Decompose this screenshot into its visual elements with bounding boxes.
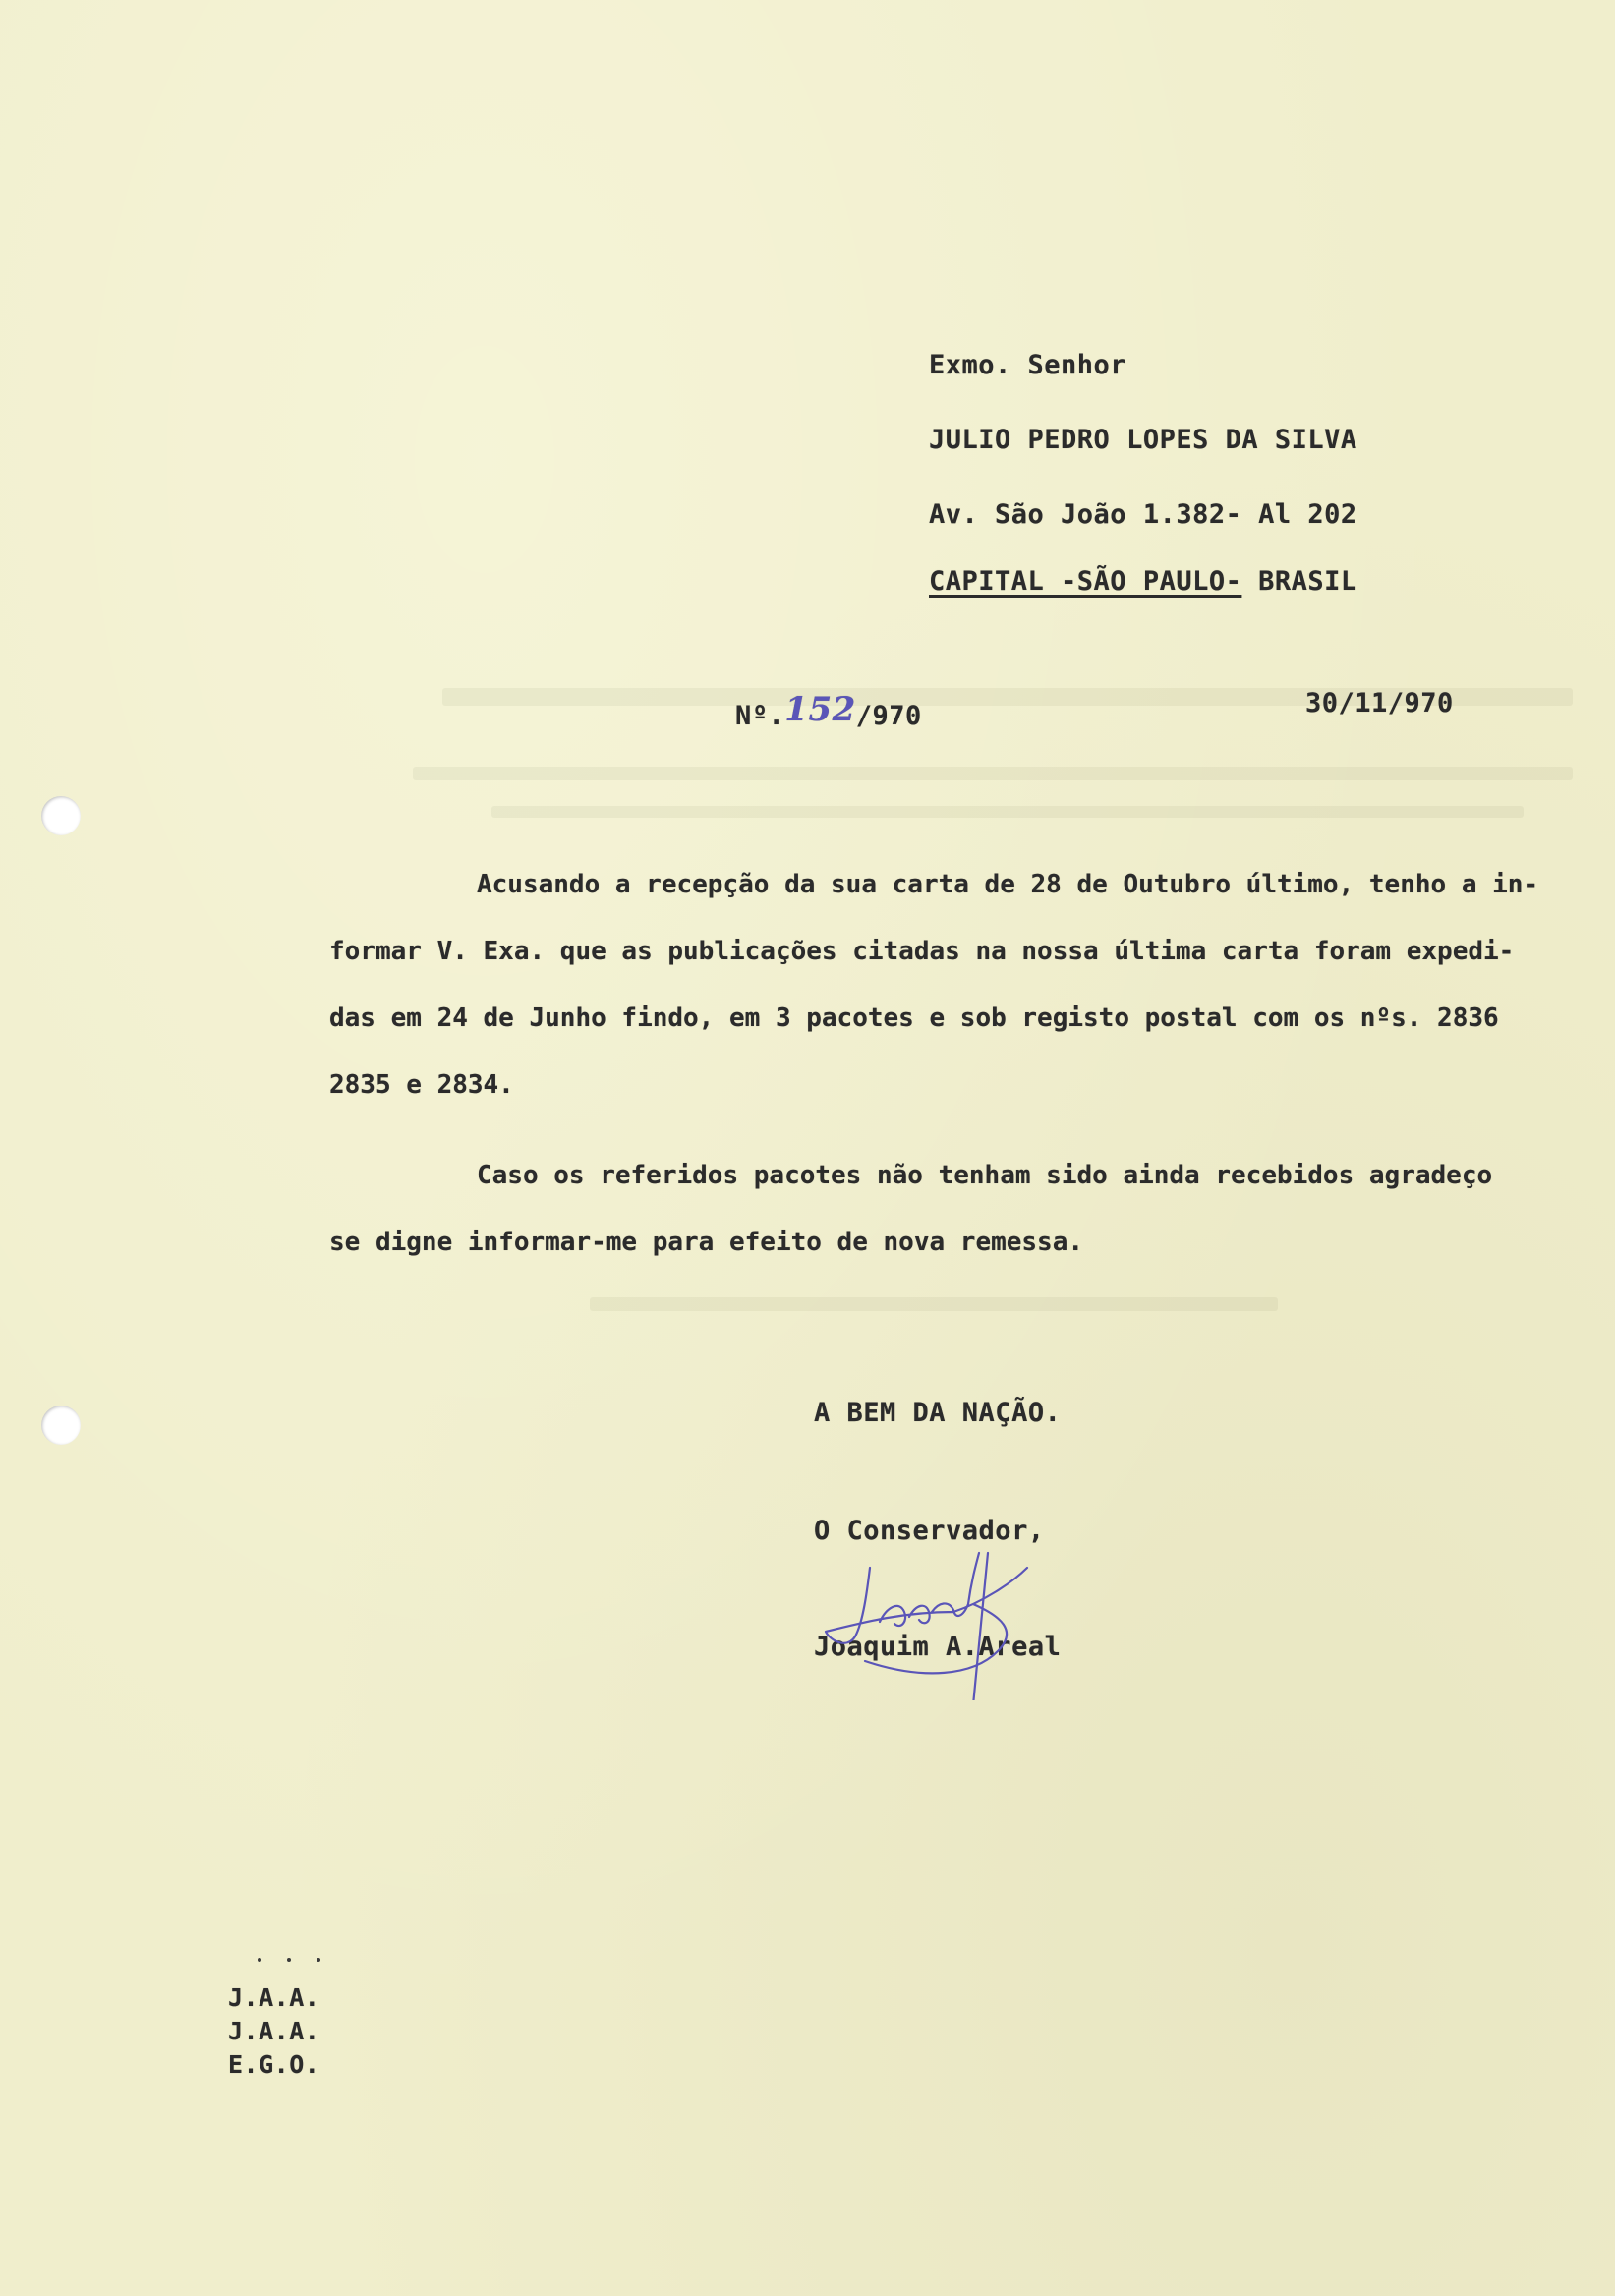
typed-dot [258,1958,261,1962]
initials-line: E.G.O. [228,2050,320,2079]
letter-date: 30/11/970 [1305,688,1454,718]
typed-dot [317,1958,320,1962]
reference-suffix: /970 [855,701,922,731]
punch-hole [41,1406,81,1445]
paper-smudge [491,806,1524,818]
typed-dot [287,1958,291,1962]
body-line: Acusando a recepção da sua carta de 28 de Outubro último, tenho a in- [477,870,1539,899]
address-city-line [929,566,1357,597]
closing-title: O Conservador, [814,1516,1045,1546]
body-paragraph-1 [329,851,1597,1119]
reference-prefix: Nº. [735,701,785,731]
reference-number [735,690,922,733]
closing-motto: A BEM DA NAÇÃO. [814,1398,1062,1428]
punch-hole [41,796,81,835]
address-city: CAPITAL -SÃO PAULO- [929,566,1242,597]
body-line: das em 24 de Junho findo, em 3 pacotes e sob registo postal com os nºs. 2836 [329,1004,1499,1033]
body-line: formar V. Exa. que as publicações citadas na nossa última carta foram expedi- [329,937,1515,966]
paper-smudge [413,767,1573,780]
closing-signatory: Joaquim A.Areal [814,1632,1062,1662]
initials-line: J.A.A. [228,2017,320,2045]
initials-line: J.A.A. [228,1983,320,2012]
address-country: BRASIL [1258,566,1357,597]
address-name: JULIO PEDRO LOPES DA SILVA [929,425,1357,455]
body-line: Caso os referidos pacotes não tenham sido ainda recebidos agradeço [477,1161,1493,1190]
body-paragraph-2 [329,1142,1597,1276]
address-salutation: Exmo. Senhor [929,350,1127,380]
body-line: se digne informar-me para efeito de nova remessa. [329,1228,1084,1257]
reference-handwritten-number: 152 [784,690,856,729]
address-street: Av. São João 1.382- Al 202 [929,499,1357,530]
body-line: 2835 e 2834. [329,1070,514,1100]
paper-smudge [590,1297,1278,1311]
handwritten-signature [806,1514,1101,1700]
